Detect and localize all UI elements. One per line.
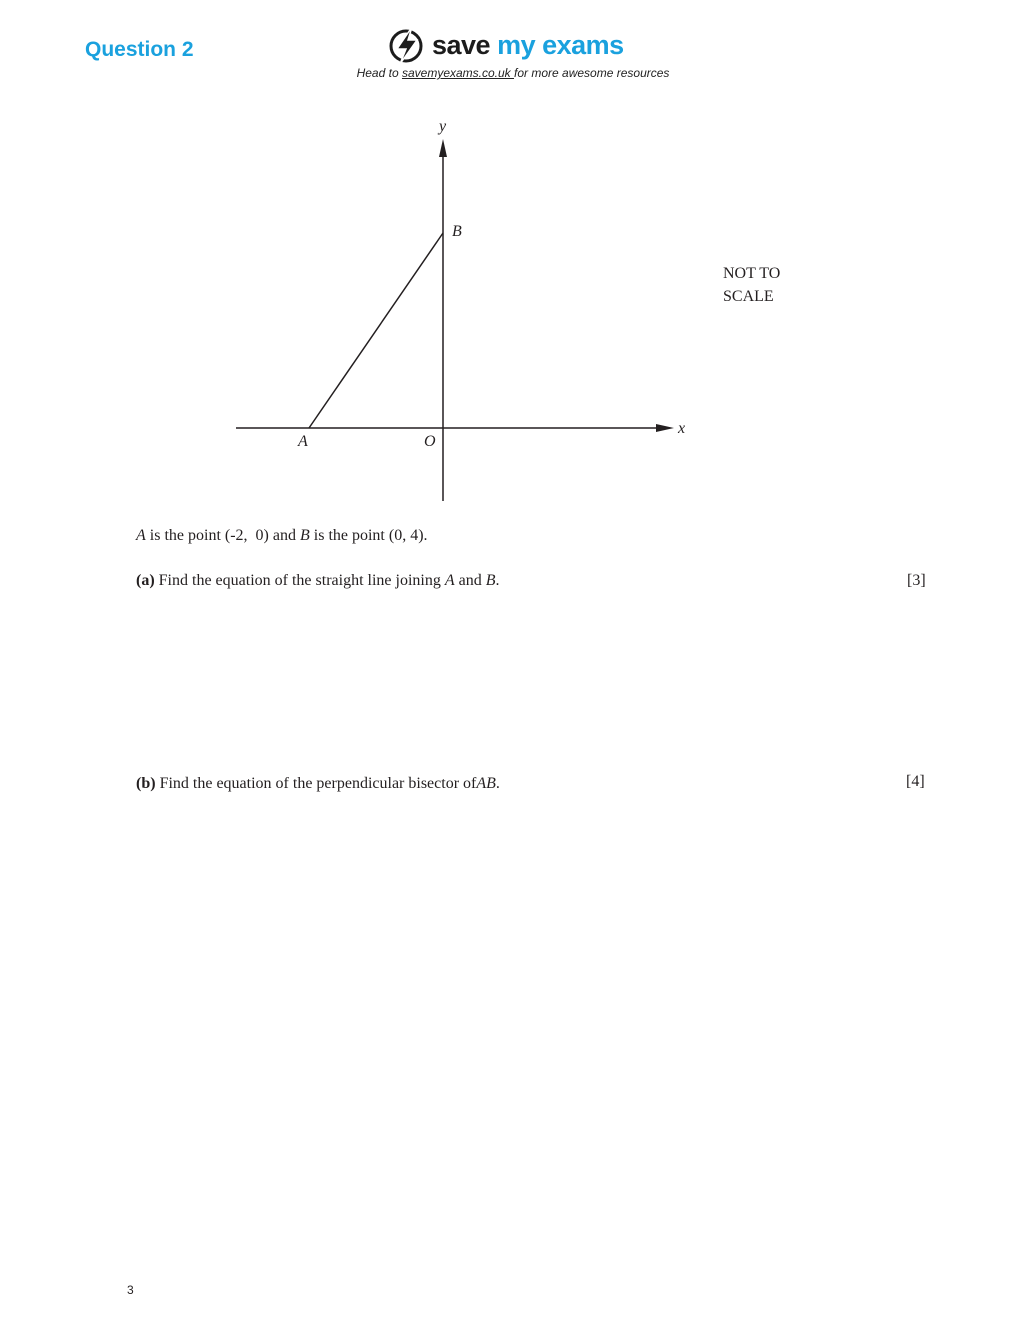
site-link[interactable]: savemyexams.co.uk — [401, 66, 515, 80]
logo-word-save: save — [432, 29, 491, 60]
x-axis-label: x — [678, 420, 686, 437]
coordinate-diagram — [230, 115, 700, 505]
page-number: 3 — [127, 1283, 134, 1297]
save-my-exams-logo[interactable] — [388, 24, 624, 66]
question-title: Question 2 — [85, 38, 194, 61]
segment-ab — [309, 233, 443, 428]
lightning-bolt-icon — [388, 24, 428, 66]
header-tagline: Head to savemyexams.co.uk for more awesome resources — [356, 66, 670, 80]
y-axis-label: y — [439, 118, 447, 135]
question-statement: A is the point (-2, 0) and B is the point (0, 4). — [136, 527, 428, 544]
part-b-marks: [4] — [906, 773, 925, 790]
not-to-scale-note: NOT TO SCALE — [723, 265, 781, 305]
x-axis-arrow-icon — [656, 424, 674, 432]
part-a-marks: [3] — [907, 572, 926, 589]
part-a-question: (a) Find the equation of the straight line joining A and B. — [136, 572, 500, 589]
point-b-label: B — [452, 223, 462, 240]
logo-word-myexams: my exams — [497, 29, 624, 60]
point-a-label: A — [298, 433, 308, 450]
part-b-question: (b) Find the equation of the perpendicular bisector ofAB. — [136, 775, 500, 792]
origin-label: O — [424, 433, 436, 450]
y-axis-arrow-icon — [439, 139, 447, 157]
